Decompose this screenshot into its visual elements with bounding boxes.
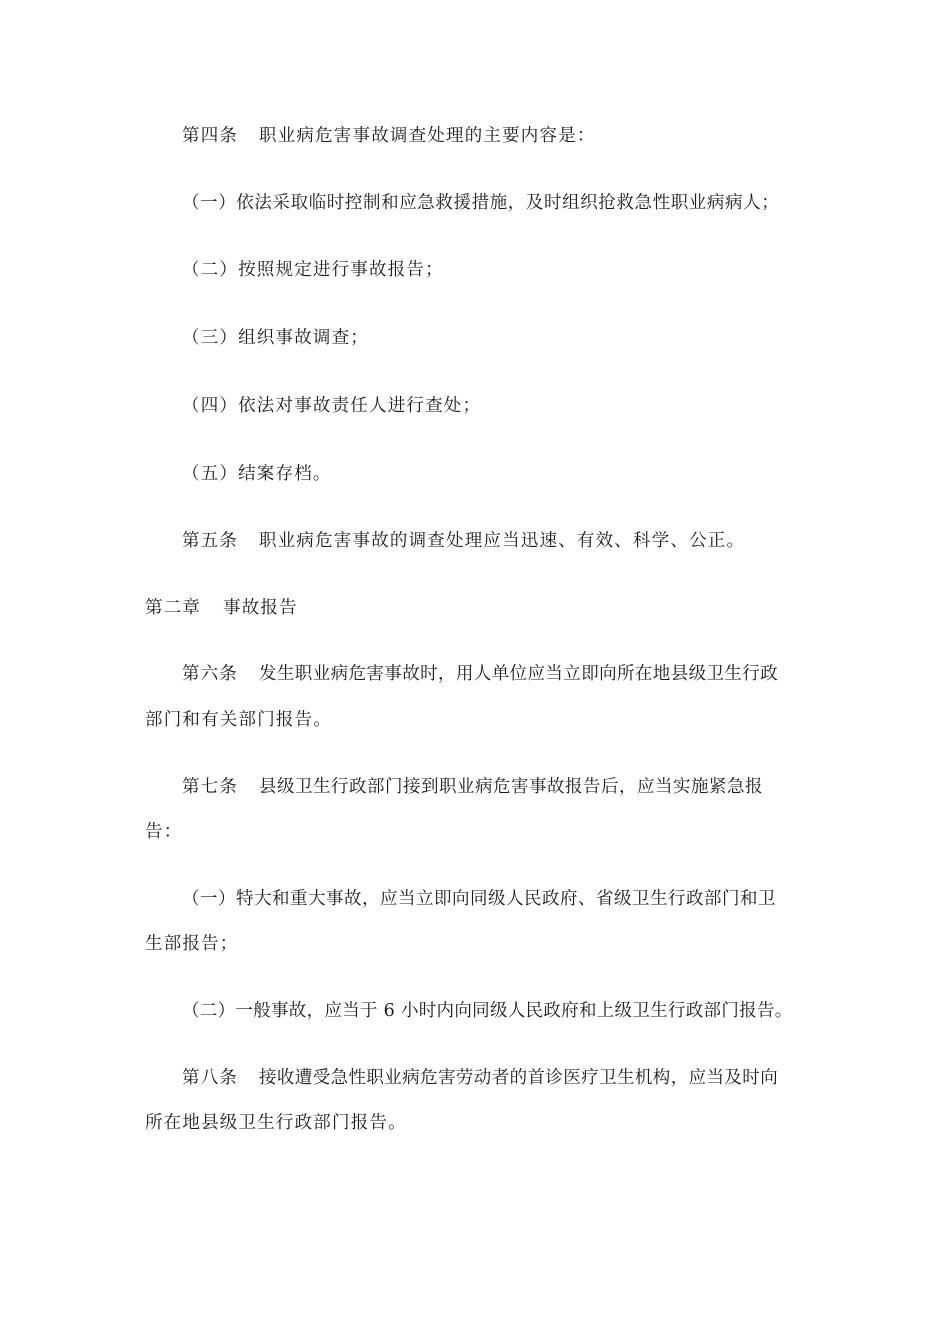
article-4-heading: 第四条 — [182, 126, 239, 146]
document-page: 第四条 职业病危害事故调查处理的主要内容是： （一）依法采取临时控制和应急救援措施，及时组织抢救急性职业病病人； （二）按照规定进行事故报告； （三）组织事故调查； （四）依法对事故责任人进行查处； （五）结案存档。 第五条 职业病危害事故的调查处理应当迅速、有效、科学、公正。 第二章 事故报告 第六条 发生职业病危害事故时，用人单位应当立即向所在地县级卫生行政 部门和有关部门报告。 第七条 县级卫生行政部门接到职业病危害事故报告后，应当实施紧急报 告： （一）特大和重大事故，应当立即向同级人民政府、省级卫生行政部门和卫 生部报告； （二）一般事故，应当于 6 小时内向同级人民政府和上级卫生行政部门报告。 第八条 接收遭受急性职业病危害劳动者的首诊医疗卫生机构，应当及时向 所在地县级卫生行政部门报告。 — [145, 126, 793, 1133]
article-7-heading: 第七条 — [182, 777, 239, 797]
article-8-heading: 第八条 — [182, 1068, 239, 1088]
article-5-text: 职业病危害事故的调查处理应当迅速、有效、科学、公正。 — [259, 531, 746, 551]
chapter-2-number: 第二章 — [145, 598, 202, 618]
article-4-text: 职业病危害事故调查处理的主要内容是： — [259, 126, 596, 146]
chapter-2-title: 事故报告 — [223, 598, 298, 618]
article-5-heading: 第五条 — [182, 531, 239, 551]
article-6-heading: 第六条 — [182, 664, 239, 684]
